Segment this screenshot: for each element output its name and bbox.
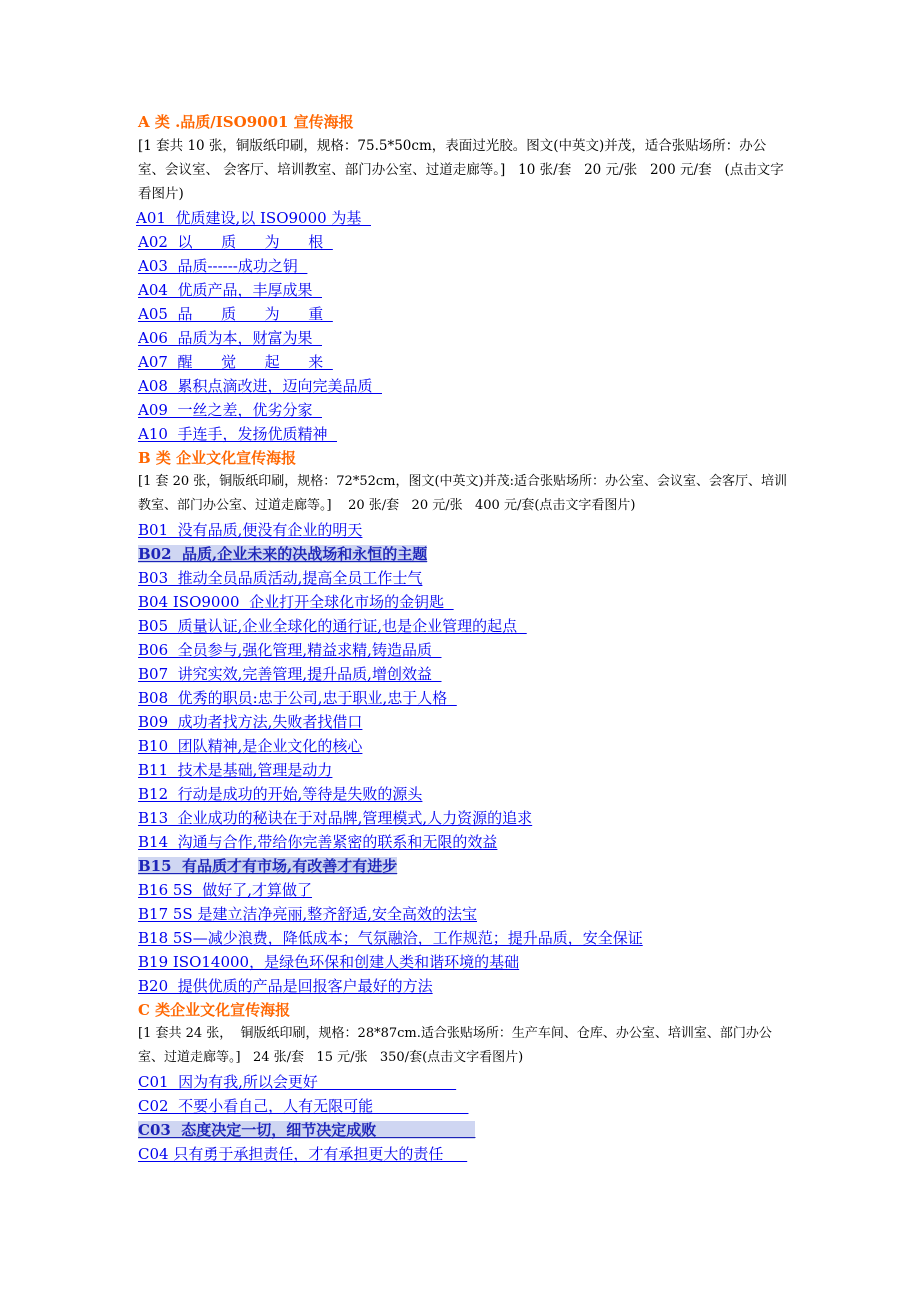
poster-link-b14[interactable]: B14 沟通与合作,带给你完善紧密的联系和无限的效益 (138, 833, 498, 851)
poster-link-a06[interactable]: A06 品质为本，财富为果 (138, 329, 322, 347)
poster-link-a08[interactable]: A08 累积点滴改进，迈向完美品质 (138, 377, 382, 395)
list-item (138, 1142, 788, 1166)
poster-link-a01[interactable]: A01 优质建设,以 ISO9000 为基 (136, 209, 371, 227)
list-item (138, 782, 788, 806)
poster-link-b09[interactable]: B09 成功者找方法,失败者找借口 (138, 713, 363, 731)
poster-link-b01[interactable]: B01 没有品质,便没有企业的明天 (138, 521, 363, 539)
list-item (138, 1070, 788, 1094)
poster-link-c02[interactable]: C02 不要小看自己，人有无限可能 (138, 1097, 469, 1115)
poster-link-c04[interactable]: C04 只有勇于承担责任，才有承担更大的责任 (138, 1145, 468, 1163)
poster-link-b02[interactable]: B02 品质,企业未来的决战场和永恒的主题 (138, 545, 428, 563)
poster-link-b05[interactable]: B05 质量认证,企业全球化的通行证,也是企业管理的起点 (138, 617, 527, 635)
list-item (138, 662, 788, 686)
list-item (138, 926, 788, 950)
list-item (138, 302, 788, 326)
section-b-title: B 类 企业文化宣传海报 (138, 449, 297, 467)
section-c-title: C 类企业文化宣传海报 (138, 1001, 291, 1019)
poster-link-b03[interactable]: B03 推动全员品质活动,提高全员工作士气 (138, 569, 423, 587)
poster-link-b10[interactable]: B10 团队精神,是企业文化的核心 (138, 737, 363, 755)
poster-link-a09[interactable]: A09 一丝之差，优劣分家 (138, 401, 322, 419)
list-item (138, 254, 788, 278)
poster-link-a10[interactable]: A10 手连手，发扬优质精神 (138, 425, 337, 443)
section-c (138, 998, 788, 1166)
list-item (138, 590, 788, 614)
poster-link-a05[interactable]: A05 品 质 为 重 (138, 305, 333, 323)
poster-link-b15[interactable]: B15 有品质才有市场,有改善才有进步 (138, 857, 398, 875)
list-item (138, 686, 788, 710)
poster-link-a02[interactable]: A02 以 质 为 根 (138, 233, 333, 251)
poster-link-b19[interactable]: B19 ISO14000，是绿色环保和创建人类和谐环境的基础 (138, 953, 520, 971)
list-item (138, 878, 788, 902)
section-c-list (138, 1070, 788, 1166)
section-b (138, 446, 788, 998)
poster-link-b04[interactable]: B04 ISO9000 企业打开全球化市场的金钥匙 (138, 593, 454, 611)
list-item (138, 518, 788, 542)
poster-link-a04[interactable]: A04 优质产品，丰厚成果 (138, 281, 322, 299)
section-a-list (138, 206, 788, 446)
list-item (138, 734, 788, 758)
list-item (138, 854, 788, 878)
list-item (138, 422, 788, 446)
poster-link-b16[interactable]: B16 5S 做好了,才算做了 (138, 881, 313, 899)
list-item (138, 950, 788, 974)
section-b-list (138, 518, 788, 998)
list-item (138, 374, 788, 398)
list-item (138, 326, 788, 350)
list-item (138, 902, 788, 926)
poster-link-b07[interactable]: B07 讲究实效,完善管理,提升品质,增创效益 (138, 665, 442, 683)
list-item (138, 1118, 788, 1142)
poster-link-a07[interactable]: A07 醒 觉 起 来 (138, 353, 333, 371)
list-item (138, 542, 788, 566)
poster-link-b12[interactable]: B12 行动是成功的开始,等待是失败的源头 (138, 785, 423, 803)
list-item (136, 206, 788, 230)
list-item (138, 710, 788, 734)
section-b-description: [1 套 20 张，铜版纸印刷，规格：72*52cm，图文(中英文)并茂:适合张贴场所：办公室、会议室、会客厅、培训教室、部门办公室、过道走廊等。] 20 张/套 20 元/张 400 元/套(点击文字看图片) (138, 474, 787, 513)
list-item (138, 1094, 788, 1118)
list-item (138, 230, 788, 254)
list-item (138, 830, 788, 854)
section-c-description: [1 套共 24 张， 铜版纸印刷，规格：28*87cm.适合张贴场所：生产车间、仓库、办公室、培训室、部门办公室、过道走廊等。] 24 张/套 15 元/张 350/套(点击文字看图片) (138, 1026, 772, 1065)
list-item (138, 614, 788, 638)
document-body (138, 110, 788, 1166)
list-item (138, 758, 788, 782)
list-item (138, 566, 788, 590)
section-a-title: A 类 .品质/ISO9001 宣传海报 (138, 113, 354, 131)
poster-link-b06[interactable]: B06 全员参与,强化管理,精益求精,铸造品质 (138, 641, 442, 659)
poster-link-a03[interactable]: A03 品质------成功之钥 (138, 257, 308, 275)
poster-link-b18[interactable]: B18 5S—减少浪费，降低成本；气氛融洽，工作规范；提升品质，安全保证 (138, 929, 643, 947)
list-item (138, 974, 788, 998)
poster-link-b11[interactable]: B11 技术是基础,管理是动力 (138, 761, 333, 779)
list-item (138, 278, 788, 302)
section-a (138, 110, 788, 446)
list-item (138, 806, 788, 830)
poster-link-c03[interactable]: C03 态度决定一切，细节决定成败 (138, 1121, 476, 1139)
poster-link-b08[interactable]: B08 优秀的职员:忠于公司,忠于职业,忠于人格 (138, 689, 457, 707)
poster-link-c01[interactable]: C01 因为有我,所以会更好 (138, 1073, 457, 1091)
list-item (138, 638, 788, 662)
poster-link-b13[interactable]: B13 企业成功的秘诀在于对品牌,管理模式,人力资源的追求 (138, 809, 533, 827)
list-item (138, 398, 788, 422)
poster-link-b17[interactable]: B17 5S 是建立洁净亮丽,整齐舒适,安全高效的法宝 (138, 905, 478, 923)
list-item (138, 350, 788, 374)
poster-link-b20[interactable]: B20 提供优质的产品是回报客户最好的方法 (138, 977, 433, 995)
section-a-description: [1 套共 10 张，铜版纸印刷，规格：75.5*50cm，表面过光胶。图文(中英文)并茂，适合张贴场所：办公室、会议室、 会客厅、培训教室、部门办公室、过道走廊等。] 10 张/套 20 元/张 200 元/套 (点击文字看图片) (138, 138, 784, 202)
